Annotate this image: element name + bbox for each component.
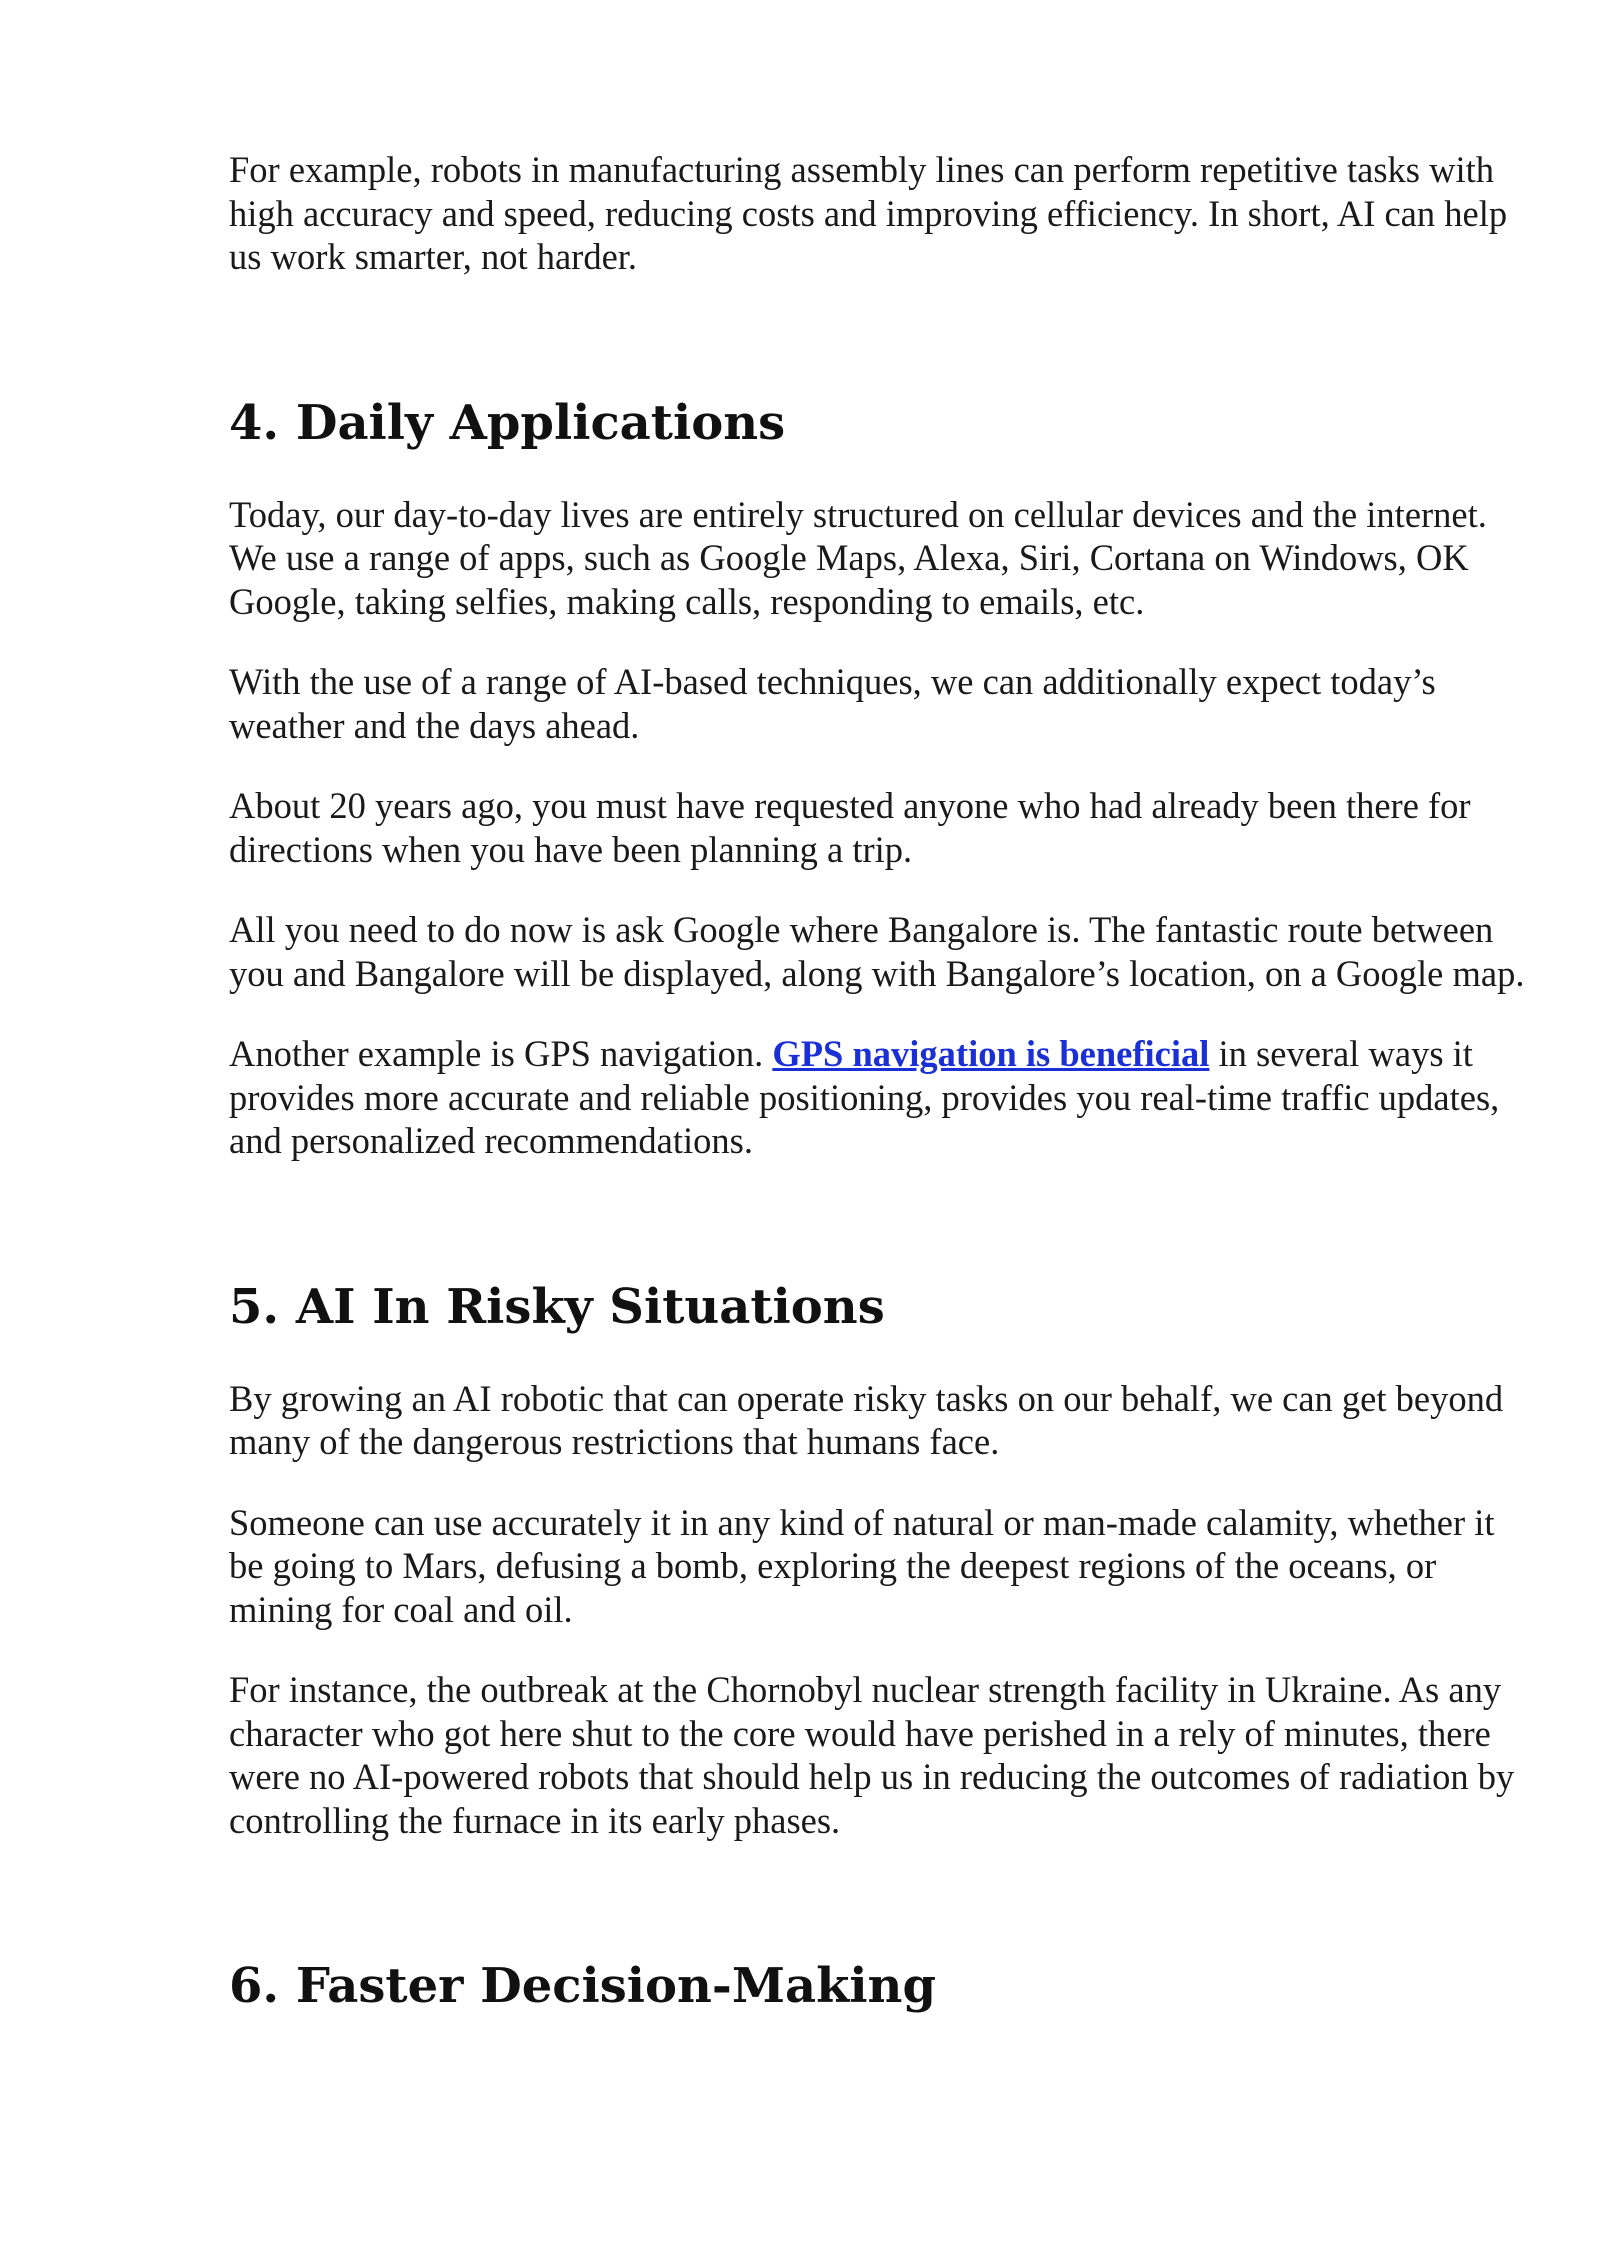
gps-text-after: in several ways it provides more accurate and reliable positioning, provides you real-time traffic updates, and personalized recommendations.	[229, 1033, 1500, 1161]
section-heading-faster-decision-making: 6. Faster Decision-Making	[229, 1958, 937, 2014]
gps-text-before: Another example is GPS navigation.	[229, 1033, 773, 1074]
document-page	[229, 148, 1529, 2016]
daily-applications-paragraph-5	[229, 1032, 1529, 1163]
daily-applications-paragraph-4: All you need to do now is ask Google where Bangalore is. The fantastic route between you and Bangalore will be displayed, along with Bangalore’s location, on a Google map.	[229, 909, 1525, 994]
daily-applications-paragraph-2: With the use of a range of AI-based techniques, we can additionally expect today’s weather and the days ahead.	[229, 661, 1436, 746]
intro-paragraph: For example, robots in manufacturing assembly lines can perform repetitive tasks with high accuracy and speed, reducing costs and improving efficiency. In short, AI can help us work smarter, not harder.	[229, 149, 1508, 277]
gps-navigation-link[interactable]: GPS navigation is beneficial	[772, 1033, 1210, 1074]
daily-applications-paragraph-1: Today, our day-to-day lives are entirely structured on cellular devices and the internet. We use a range of apps, such as Google Maps, Alexa, Siri, Cortana on Windows, OK Google, taking selfies, making calls, responding to emails, etc.	[229, 493, 1487, 622]
risky-situations-paragraph-2: Someone can use accurately it in any kind of natural or man-made calamity, whether it be going to Mars, defusing a bomb, exploring the deepest regions of the oceans, or mining for coal and oil.	[229, 1501, 1495, 1630]
risky-situations-paragraph-3: For instance, the outbreak at the Chornobyl nuclear strength facility in Ukraine. As any character who got here shut to the core would have perished in a rely of minutes, there were no AI-powered robots that should help us in reducing the outcomes of radiation by controlling the furnace in its early phases.	[229, 1669, 1515, 1841]
daily-applications-paragraph-3: About 20 years ago, you must have requested anyone who had already been there for directions when you have been planning a trip.	[229, 785, 1471, 870]
section-heading-risky-situations: 5. AI In Risky Situations	[229, 1278, 885, 1335]
section-heading-daily-applications: 4. Daily Applications	[229, 394, 786, 451]
risky-situations-paragraph-1: By growing an AI robotic that can operate risky tasks on our behalf, we can get beyond many of the dangerous restrictions that humans face.	[229, 1377, 1504, 1462]
